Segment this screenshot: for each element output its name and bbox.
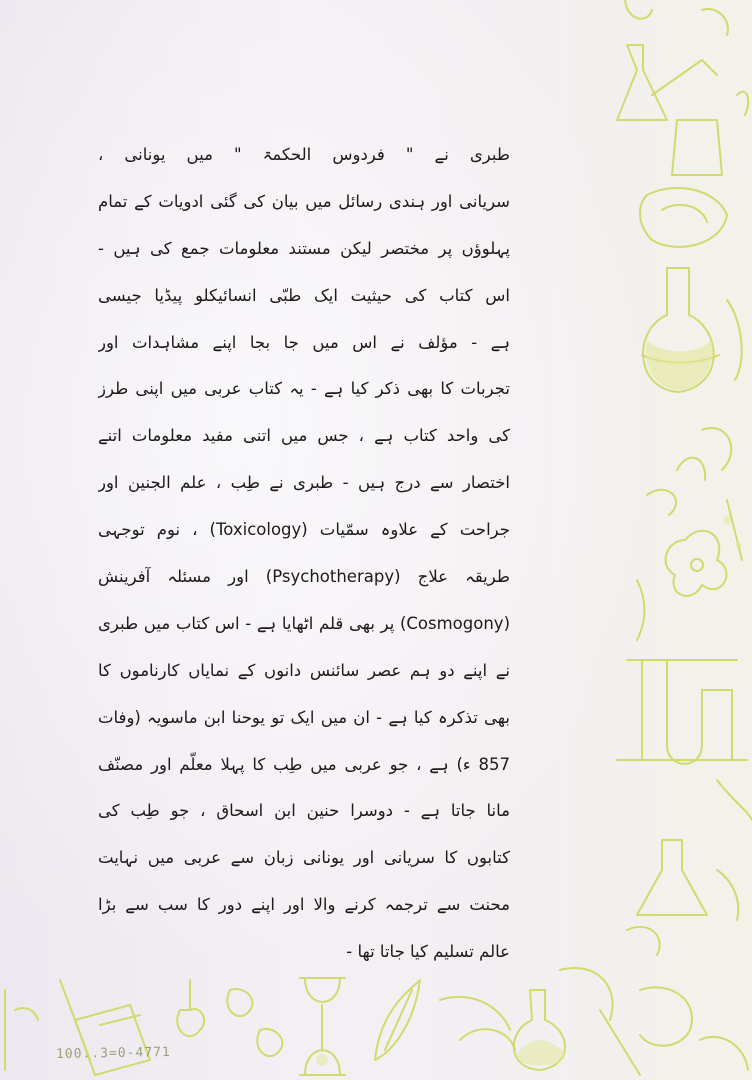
text-line-13: بھی تذکرہ کیا ہے - ان میں ایک تو یوحنا ابن ماسویہ (وفات [98,707,510,727]
text-line-7: کی واحد کتاب ہے ، جس میں اتنی مفید معلومات اتنے [98,426,510,446]
text-line-12: نے اپنے دو ہم عصر سائنس دانوں کے نمایاں کارناموں کا [98,660,510,680]
text-line-17: محنت سے ترجمہ کرنے والا اور اپنے دور کا سب سے بڑا [98,895,510,915]
text-line-14: 857 ء) ہے ، جو عربی میں طِب کا پہلا معلّم اور مصنّف [98,754,510,774]
text-line-3: پہلوؤں پر مختصر لیکن مستند معلومات جمع کی ہیں - [98,238,510,258]
reference-number: 100..3=0-4771 [55,1044,171,1063]
urdu-paragraph [98,132,510,976]
text-line-1: طبری نے " فردوس الحکمۃ " میں یونانی ، [98,145,510,164]
text-line-2: سریانی اور ہندی رسائل میں بیان کی گئی ادویات کے تمام [98,191,510,211]
text-line-9: جراحت کے علاوہ سمّیات (Toxicology) ، نوم توجہی [98,520,510,540]
text-line-18: عالم تسلیم کیا جاتا تھا - [346,942,510,962]
text-line-10: طریقہ علاج (Psychotherapy) اور مسئلہ آفرینش [98,567,510,587]
text-line-5: ہے - مؤلف نے اس میں جا بجا اپنے مشاہدات اور [98,332,510,352]
text-line-4: اس کتاب کی حیثیت ایک طبّی انسائیکلو پیڈیا جیسی [98,285,510,305]
text-line-15: مانا جاتا ہے - دوسرا حنین ابن اسحاق ، جو طِب کی [98,801,510,821]
text-line-6: تجربات کا بھی ذکر کیا ہے - یہ کتاب عربی میں اپنی طرز [98,379,510,399]
text-line-11: (Cosmogony) پر بھی قلم اٹھایا ہے - اس کتاب میں طبری [98,613,510,633]
decorative-lab-glassware-illustration [607,0,752,1080]
text-line-16: کتابوں کا سریانی اور یونانی زبان سے عربی میں نہایت [98,848,510,868]
text-line-8: اختصار سے درج ہیں - طبری نے طِب ، علم الجنین اور [98,473,510,493]
